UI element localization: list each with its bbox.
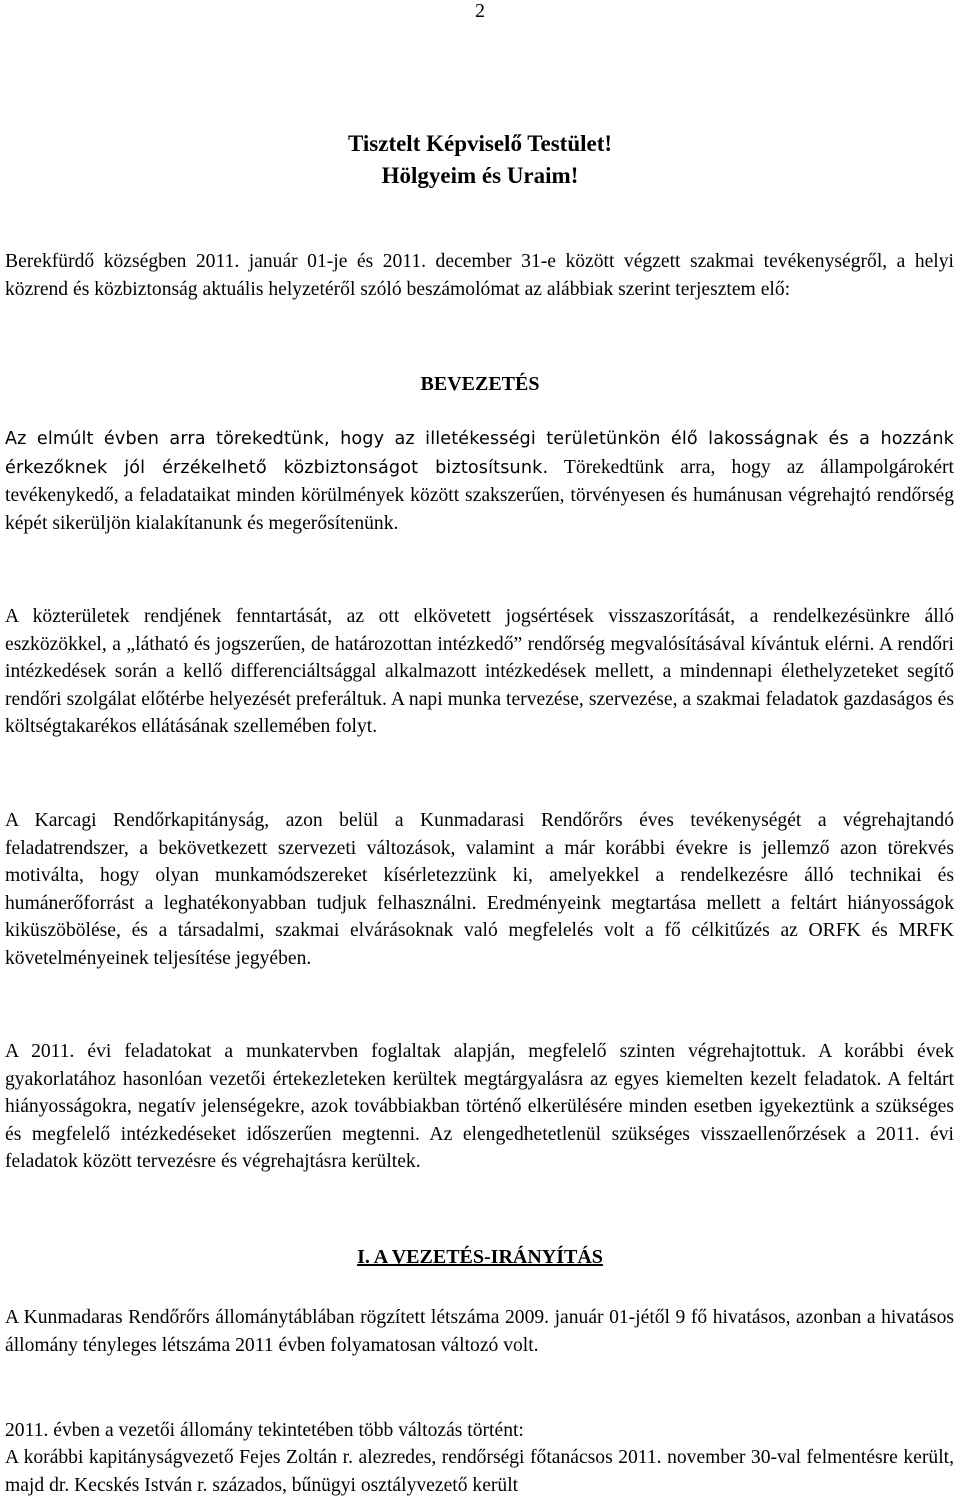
paragraph-2: A közterületek rendjének fenntartását, az ott elkövetett jogsértések visszaszorítását, a rendelkezésünkre álló eszközökkel, a „látható és jogszerűen, de határozottan intézkedő” rendőrség megvalósításával kívántuk elérni. A rendőri intézkedések során a kellő differenciáltsággal alkalmazott intézkedések mellett, a mindennapi élethelyzeteket segítő rendőri szolgálat előtérbe helyezését preferáltuk. A napi munka tervezése, szervezése, a szakmai feladatok gazdaságos és költségtakarékos ellátásának szellemében folyt. [5, 606, 954, 737]
paragraph-5: A Kunmadaras Rendőrőrs állománytáblában rögzített létszáma 2009. január 01-jétől 9 fő hivatásos, azonban a hivatásos állomány tényleges létszáma 2011 évben folyamatosan változó volt. [5, 1307, 954, 1356]
paragraph-1-serif-part: Törekedtünk arra, hogy az állampolgárokért tevékenykedő, a feladataikat minden körülmények között szakszerűen, törvényesen és humánusan végrehajtó rendőrség képét sikerüljön kialakítanunk és megerősítenünk. [5, 456, 954, 534]
document-title [0, 128, 960, 192]
title-line-2: Hölgyeim és Uraim! [381, 163, 579, 188]
paragraph-1 [5, 425, 954, 537]
section-heading-bevezetes: BEVEZETÉS [420, 373, 540, 395]
section-heading-text: I. A VEZETÉS-IRÁNYÍTÁS [357, 1246, 603, 1268]
paragraph-1-sans-part: Az elmúlt évben arra törekedtünk, hogy az illetékességi területünkön élő lakosságnak és a hozzánk érkezőknek jól érzékelhető közbiztonságot biztosítsunk. [5, 429, 954, 478]
page-number: 2 [475, 0, 485, 22]
paragraph-3: A Karcagi Rendőrkapitányság, azon belül a Kunmadarasi Rendőrőrs éves tevékenységét a végrehajtandó feladatrendszer, a bekövetkezett szervezeti változások, valamint a már korábbi évekre is jellemző azon törekvés motiválta, hogy olyan munkamódszereket kísérletezzünk ki, amelyekkel a rendelkezésre álló technikai és humánerőforrást a leghatékonyabban tudjuk felhasználni. Eredményeink megtartása mellett a feltárt hiányosságok kiküszöbölése, és a társadalmi, szakmai elvárásoknak való megfelelés volt a fő célkitűzés az ORFK és MRFK követelményeinek teljesítése jegyében. [5, 810, 954, 969]
title-line-1: Tisztelt Képviselő Testület! [347, 131, 613, 156]
section-heading-vezetes-iranyitas [0, 1244, 960, 1270]
paragraph-6-line-1: 2011. évben a vezetői állomány tekintetében több változás történt: [5, 1420, 524, 1441]
paragraph-6: A korábbi kapitányságvezető Fejes Zoltán r. alezredes, rendőrségi főtanácsos 2011. november 30-val felmentésre került, majd dr. Kecskés István r. százados, bűnügyi osztályvezető került [5, 1447, 954, 1496]
paragraph-4: A 2011. évi feladatokat a munkatervben foglaltak alapján, megfelelő szinten végrehajtottuk. A korábbi évek gyakorlatához hasonlóan vezetői értekezleteken kerültek megtárgyalásra az egyes kiemelten kezelt feladatok. A feltárt hiányosságokra, negatív jelenségekre, azok továbbiakban történő elkerülésére minden esetben igyekeztünk a szükséges és megfelelő intézkedéseket időszerűen megtenni. Az elengedhetetlenül szükséges visszaellenőrzések a 2011. évi feladatok között tervezésre és végrehajtásra kerültek. [5, 1041, 954, 1172]
intro-paragraph: Berekfürdő községben 2011. január 01-je és 2011. december 31-e között végzett szakmai tevékenységről, a helyi közrend és közbiztonság aktuális helyzetéről szóló beszámolómat az alábbiak szerint terjesztem elő: [5, 251, 954, 300]
